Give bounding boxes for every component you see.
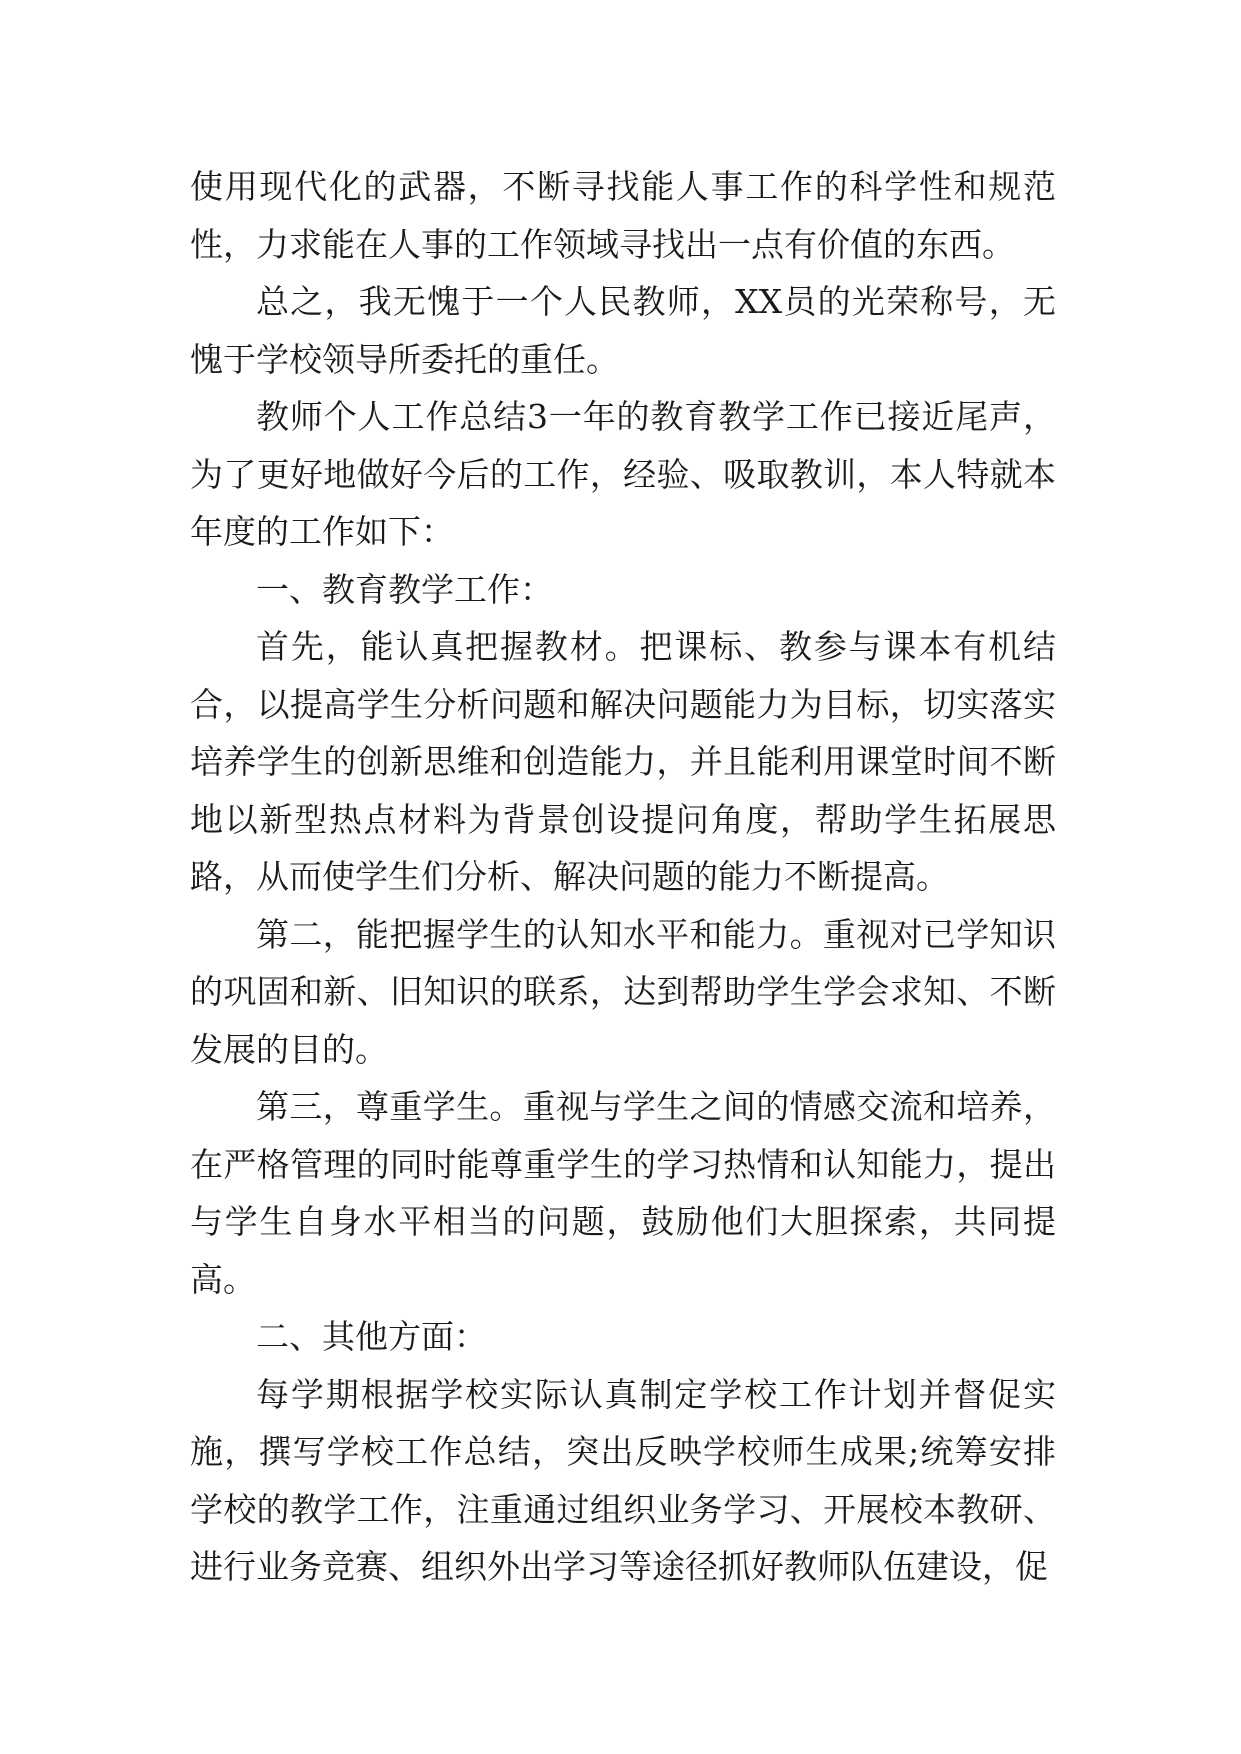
document-body xyxy=(190,158,1056,1596)
section-heading-2: 二、其他方面： xyxy=(256,1317,487,1356)
paragraph-6: 第三，尊重学生。重视与学生之间的情感交流和培养，在严格管理的同时能尊重学生的学习热情和认知能力，提出与学生自身水平相当的问题，鼓励他们大胆探索，共同提高。 xyxy=(190,1087,1056,1299)
paragraph-7: 每学期根据学校实际认真制定学校工作计划并督促实施，撰写学校工作总结，突出反映学校师生成果;统筹安排学校的教学工作，注重通过组织业务学习、开展校本教研、进行业务竞赛、组织外出学习等途径抓好教师队伍建设，促 xyxy=(190,1374,1056,1586)
paragraph-3: 教师个人工作总结3一年的教育教学工作已接近尾声，为了更好地做好今后的工作，经验、吸取教训，本人特就本年度的工作如下： xyxy=(190,397,1056,551)
paragraph-4: 首先，能认真把握教材。把课标、教参与课本有机结合，以提高学生分析问题和解决问题能力为目标，切实落实培养学生的创新思维和创造能力，并且能利用课堂时间不断地以新型热点材料为背景创设提问角度，帮助学生拓展思路，从而使学生们分析、解决问题的能力不断提高。 xyxy=(190,627,1056,896)
section-heading-1: 一、教育教学工作： xyxy=(256,569,553,609)
paragraph-5: 第二，能把握学生的认知水平和能力。重视对已学知识的巩固和新、旧知识的联系，达到帮助学生学会求知、不断发展的目的。 xyxy=(190,914,1056,1069)
paragraph-1: 使用现代化的武器，不断寻找能人事工作的科学性和规范性，力求能在人事的工作领域寻找出一点有价值的东西。 xyxy=(190,167,1056,264)
paragraph-2: 总之，我无愧于一个人民教师，XX员的光荣称号，无愧于学校领导所委托的重任。 xyxy=(190,282,1056,379)
